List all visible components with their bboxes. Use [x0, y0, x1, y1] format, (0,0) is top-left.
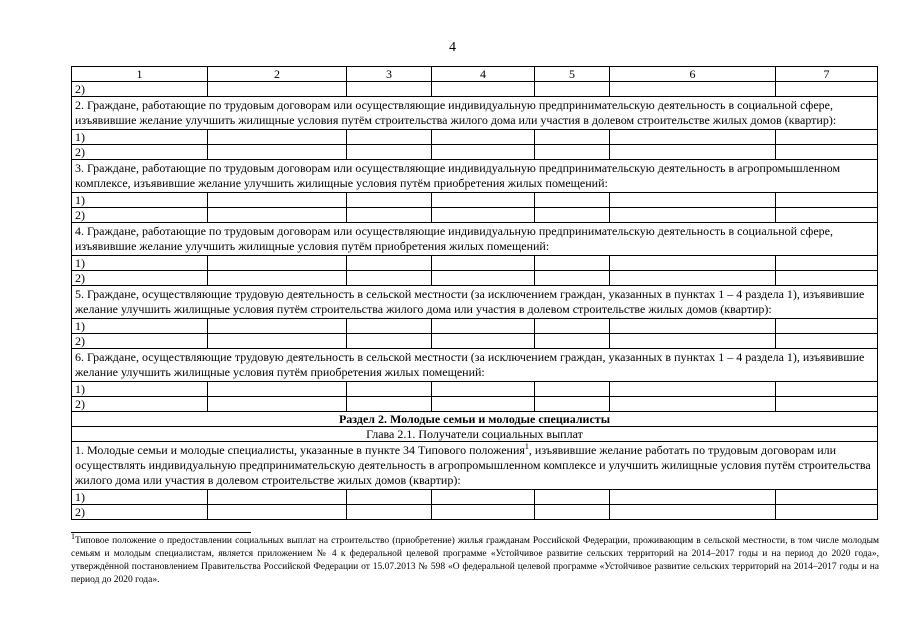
row-label: 1)	[72, 256, 208, 271]
column-header: 7	[776, 67, 878, 82]
table-row	[72, 193, 878, 208]
page-number: 4	[449, 40, 456, 55]
row-label: 1)	[72, 193, 208, 208]
chapter-heading-row	[72, 427, 878, 442]
group-heading-row	[72, 442, 878, 490]
column-header: 1	[72, 67, 208, 82]
table-row	[72, 319, 878, 334]
footnote-mark: 1	[71, 531, 75, 541]
table-row	[72, 130, 878, 145]
title-text-continued: , изъявившие желание работать по трудовым договорам или осуществлять индивидуальную предпринимательскую деятельность в агропромышленном комплексе и улучшить жилищные условия путём строительства жилого дома или участия в долевом строительстве жилых домов (квартир):	[75, 443, 871, 487]
group-heading-row	[72, 349, 878, 382]
footnote-reference: 1	[524, 442, 529, 451]
group-heading-row	[72, 286, 878, 319]
column-header: 2	[208, 67, 347, 82]
table-row	[72, 271, 878, 286]
row-label: 1)	[72, 382, 208, 397]
footnote	[71, 531, 879, 587]
row-label: 2)	[72, 334, 208, 349]
group-2-title: 2. Граждане, работающие по трудовым договорам или осуществляющие индивидуальную предпринимательскую деятельность в социальной сфере, изъявившие желание улучшить жилищные условия путём строительства жилого дома или участия в долевом строительстве жилых домов (квартир):	[72, 97, 878, 130]
section-heading-row	[72, 412, 878, 427]
row-label: 2)	[72, 82, 208, 97]
row-label: 1)	[72, 490, 208, 505]
group-heading-row	[72, 160, 878, 193]
table-row	[72, 208, 878, 223]
column-number-row	[72, 67, 878, 82]
row-label: 2)	[72, 145, 208, 160]
group-3-title: 3. Граждане, работающие по трудовым договорам или осуществляющие индивидуальную предпринимательскую деятельность в агропромышленном комплексе, изъявившие желание улучшить жилищные условия путём приобретения жилых помещений:	[72, 160, 878, 193]
table-row	[72, 397, 878, 412]
row-label: 2)	[72, 271, 208, 286]
applicants-table	[71, 66, 878, 520]
title-text: 1. Молодые семьи и молодые специалисты, указанные в пункте 34 Типового положения	[75, 443, 525, 457]
row-label: 1)	[72, 130, 208, 145]
section-2-group-1-title	[72, 442, 878, 490]
section-2-title: Раздел 2. Молодые семьи и молодые специалисты	[72, 412, 878, 427]
column-header: 6	[610, 67, 776, 82]
footnote-text: Типовое положение о предоставлении социальных выплат на строительство (приобретение) жилья гражданам Российской Федерации, проживающим в сельской местности, в том числе молодым семьям и молодым специалистам, является приложением № 4 к федеральной целевой программе «Устойчивое развитие сельских территорий на 2014–2017 годы и на период до 2020 года», утверждённой постановлением Правительства Российской Федерации от 15.07.2013 № 598 «О федеральной целевой программе «Устойчивое развитие сельских территорий на 2014–2017 годы и на период до 2020 года».	[71, 536, 879, 585]
footnote-separator	[71, 532, 251, 533]
group-heading-row	[72, 223, 878, 256]
column-header: 3	[347, 67, 432, 82]
group-heading-row	[72, 97, 878, 130]
row-label: 2)	[72, 505, 208, 520]
column-header: 5	[535, 67, 610, 82]
group-5-title: 5. Граждане, осуществляющие трудовую деятельность в сельской местности (за исключением граждан, указанных в пунктах 1 – 4 раздела 1), изъявившие желание улучшить жилищные условия путём строительства жилого дома или участия в долевом строительстве жилых домов (квартир):	[72, 286, 878, 319]
row-label: 2)	[72, 397, 208, 412]
table-row	[72, 145, 878, 160]
table-row	[72, 256, 878, 271]
table-row	[72, 490, 878, 505]
table-row	[72, 334, 878, 349]
row-label: 2)	[72, 208, 208, 223]
table-row	[72, 505, 878, 520]
column-header: 4	[432, 67, 535, 82]
chapter-2-1-title: Глава 2.1. Получатели социальных выплат	[72, 427, 878, 442]
table-row	[72, 382, 878, 397]
group-4-title: 4. Граждане, работающие по трудовым договорам или осуществляющие индивидуальную предпринимательскую деятельность в социальной сфере, изъявившие желание улучшить жилищные условия путём приобретения жилых помещений:	[72, 223, 878, 256]
group-6-title: 6. Граждане, осуществляющие трудовую деятельность в сельской местности (за исключением граждан, указанных в пунктах 1 – 4 раздела 1), изъявившие желание улучшить жилищные условия путём приобретения жилых помещений:	[72, 349, 878, 382]
table-row	[72, 82, 878, 97]
row-label: 1)	[72, 319, 208, 334]
